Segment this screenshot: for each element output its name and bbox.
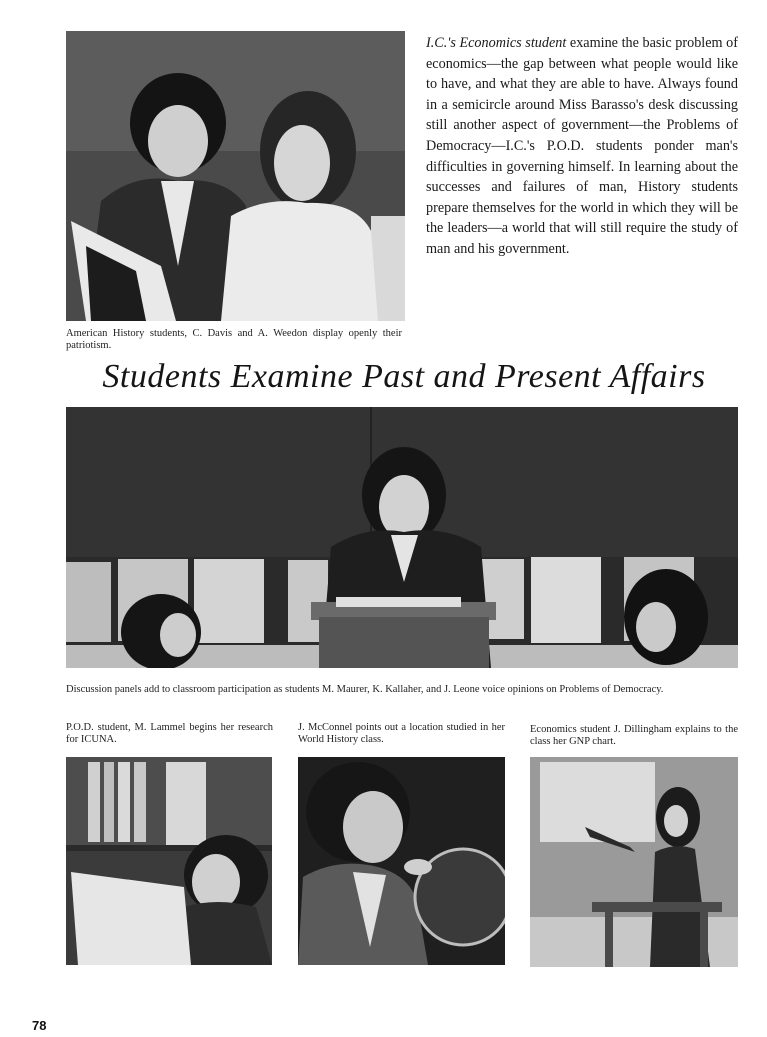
intro-lead: I.C.'s Economics student <box>426 35 567 51</box>
photo-american-history-image <box>66 31 405 321</box>
caption-bottom-middle: J. McConnel points out a location studied in her World History class. <box>298 722 505 745</box>
caption-bottom-right: Economics student J. Dillingham explains to the class her GNP chart. <box>530 724 738 747</box>
intro-paragraph <box>426 33 738 260</box>
photo-globe-location-image <box>298 757 505 965</box>
photo-american-history <box>66 31 405 321</box>
caption-wide-photo: Discussion panels add to classroom participation as students M. Maurer, K. Kallaher, and J. Leone voice opinions on Problems of Democracy. <box>66 684 664 695</box>
page-number: 78 <box>32 1018 47 1033</box>
caption-bottom-left: P.O.D. student, M. Lammel begins her research for ICUNA. <box>66 722 273 745</box>
page-headline: Students Examine Past and Present Affairs <box>102 358 706 395</box>
photo-globe-location <box>298 757 505 965</box>
photo-newspaper-research-image <box>66 757 272 965</box>
intro-text: examine the basic problem of economics—the gap between what people would like to have, and what they are able to have. Always found in a semicircle around Miss Barasso's desk discussing still another aspect of government—the Problems of Democracy—I.C.'s P.O.D. students ponder man's difficulties in governing himself. In learning about the successes and failures of man, History students prepare themselves for the world in which they will be the leaders—a world that will still require the study of man and his government. <box>426 35 738 257</box>
photo-discussion-panel <box>66 407 738 668</box>
photo-newspaper-research <box>66 757 272 965</box>
photo-discussion-panel-image <box>66 407 738 668</box>
photo-gnp-chart <box>530 757 738 967</box>
photo-gnp-chart-image <box>530 757 738 967</box>
caption-top-photo: American History students, C. Davis and A. Weedon display openly their patriotism. <box>66 328 402 351</box>
